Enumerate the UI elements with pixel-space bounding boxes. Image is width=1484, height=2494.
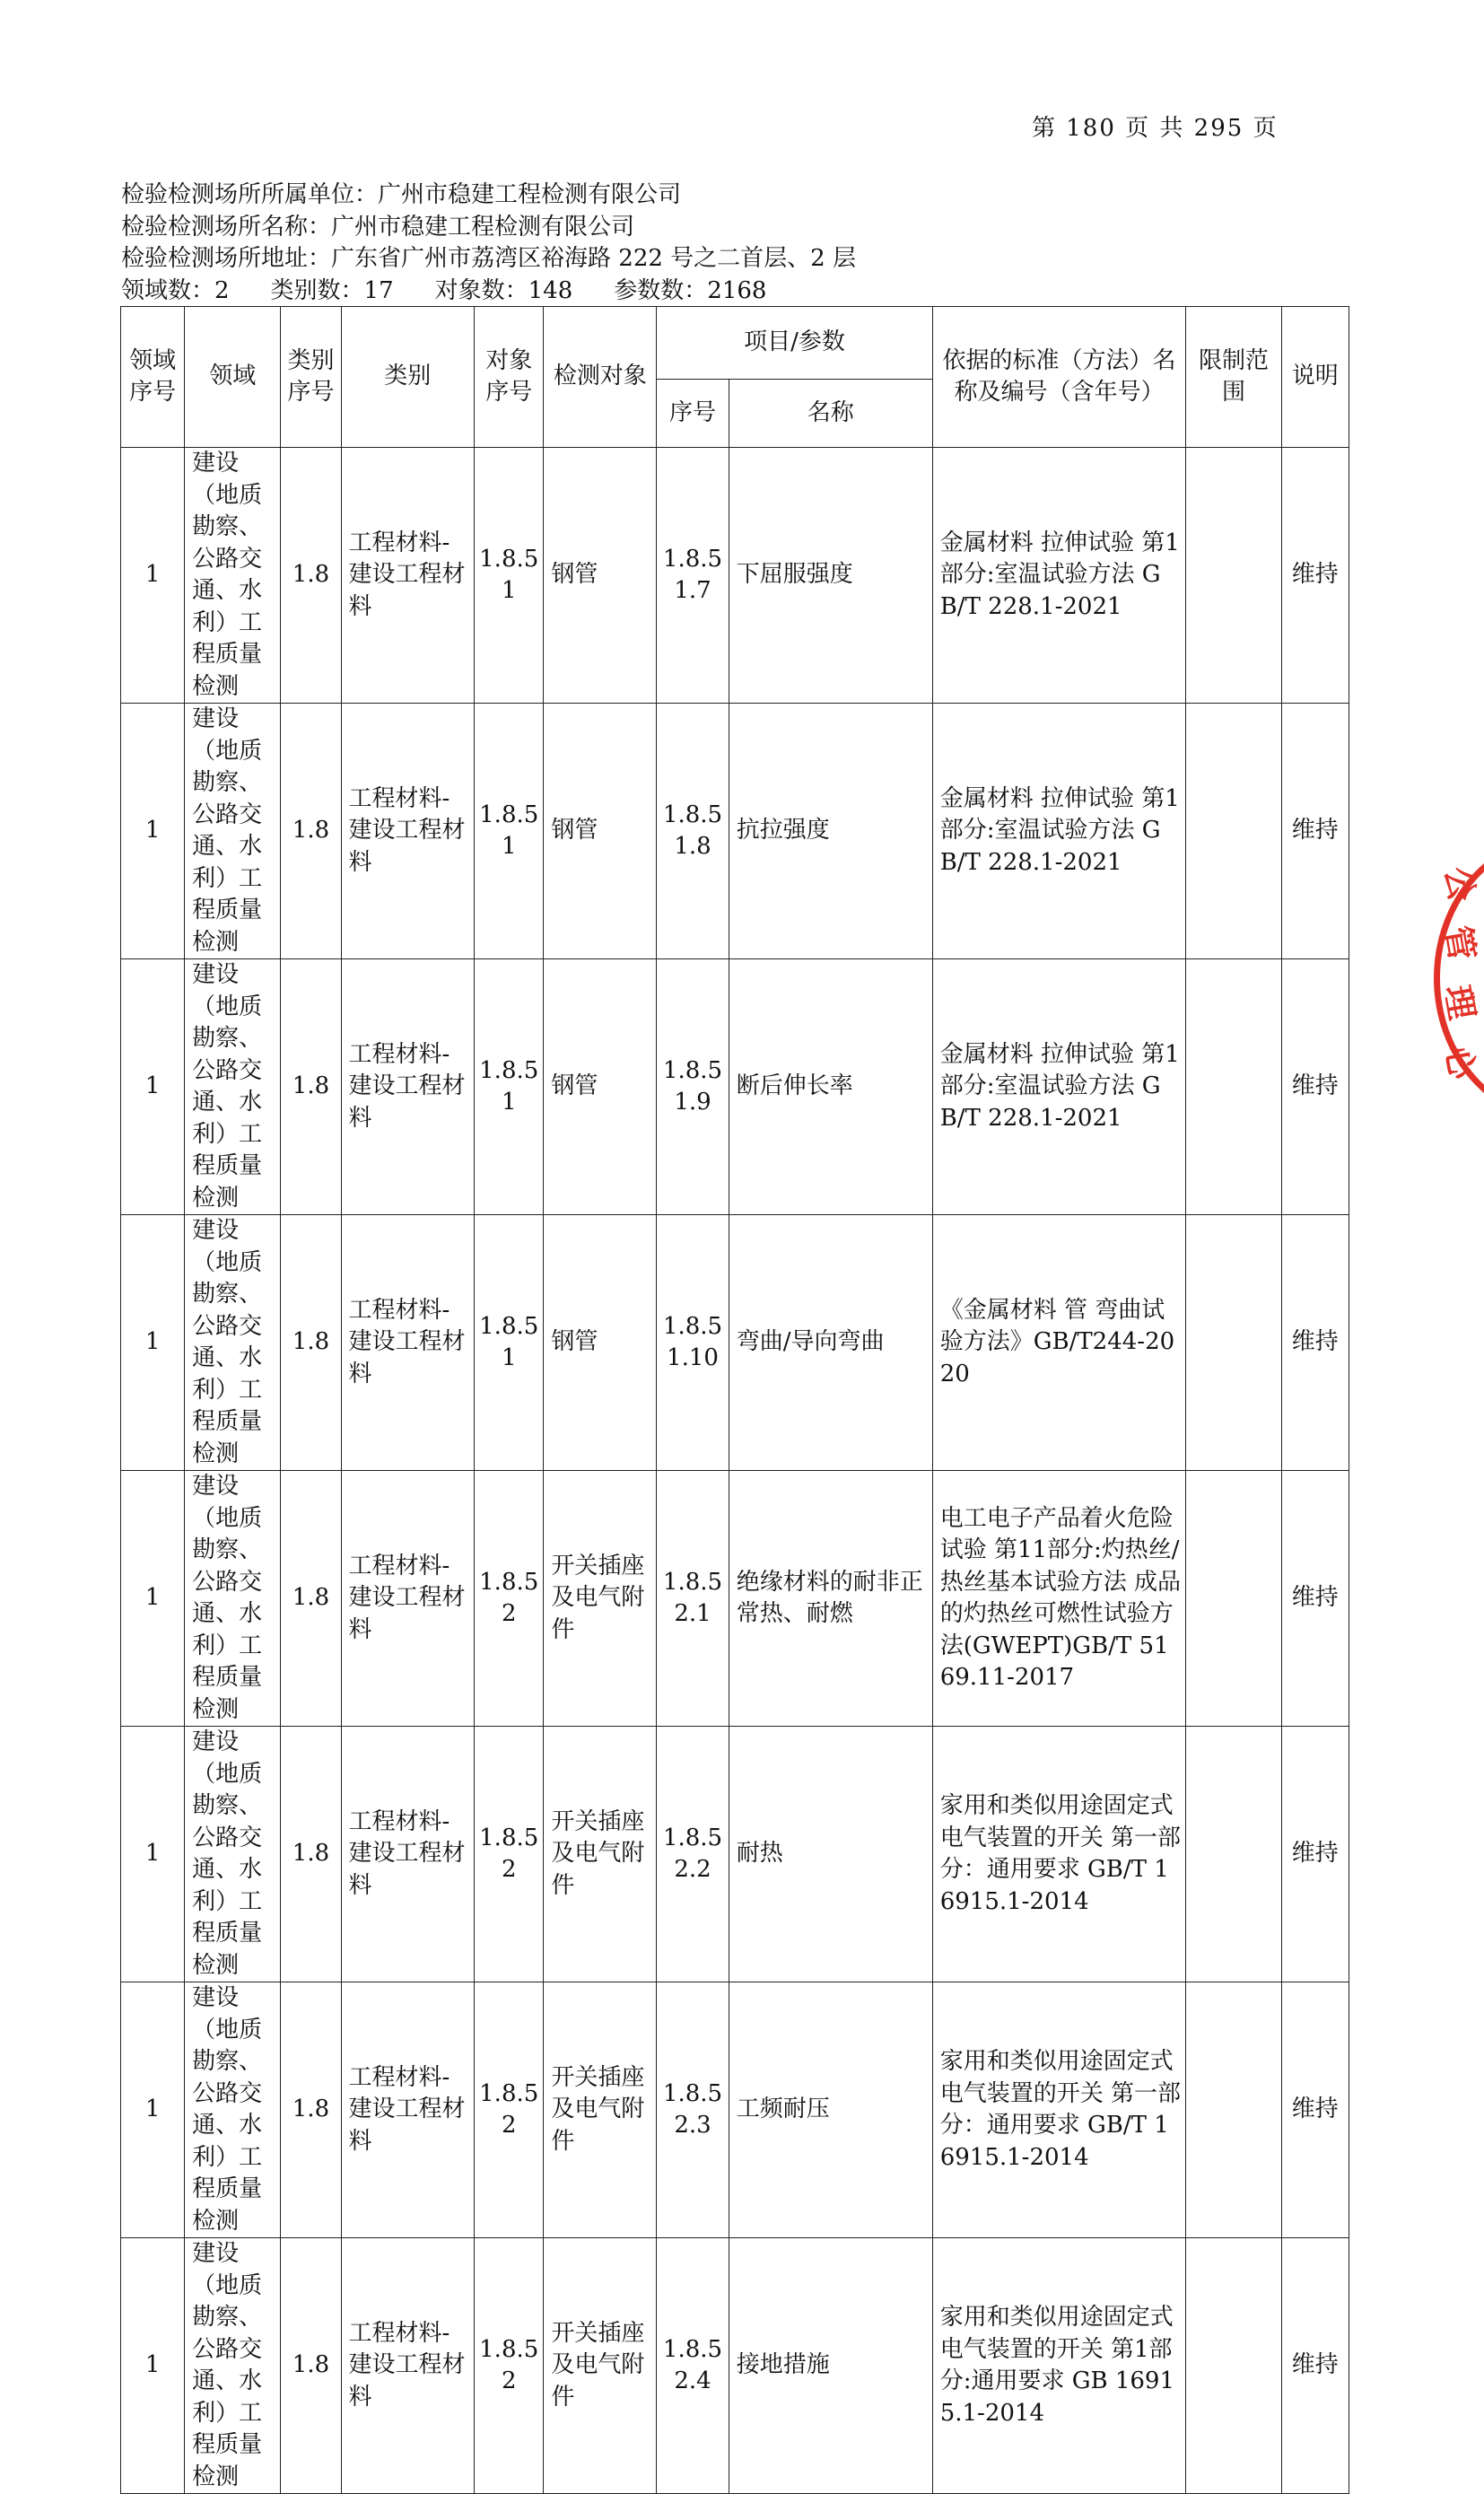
param-count: 参数数：2168 [614, 276, 767, 304]
cell-note: 维持 [1281, 2238, 1349, 2494]
header-note: 说明 [1281, 307, 1349, 448]
cell-domain-no: 1 [121, 1471, 185, 1727]
cell-object: 开关插座及电气附件 [544, 1727, 657, 1982]
category-count: 类别数：17 [270, 276, 394, 304]
cell-standard: 家用和类似用途固定式电气装置的开关 第一部分：通用要求 GB/T 16915.1-2014 [932, 1727, 1186, 1982]
header-info [121, 179, 1377, 307]
cell-item-name: 绝缘材料的耐非正常热、耐燃 [729, 1471, 932, 1727]
cell-category-no: 1.8 [281, 448, 341, 704]
cell-item-no: 1.8.51.9 [657, 959, 729, 1215]
header-object-no: 对象序号 [475, 307, 544, 448]
cell-domain: 建设（地质勘察、公路交通、水利）工程质量检测 [185, 1727, 281, 1982]
cell-object-no: 1.8.51 [475, 704, 544, 959]
cell-category: 工程材料-建设工程材料 [341, 1471, 475, 1727]
cell-limit [1186, 1982, 1281, 2238]
cell-object-no: 1.8.51 [475, 1215, 544, 1471]
header-category-no: 类别序号 [281, 307, 341, 448]
header-item-no: 序号 [657, 380, 729, 448]
name-line [121, 212, 1377, 244]
header-standard: 依据的标准（方法）名称及编号（含年号） [932, 307, 1186, 448]
cell-category-no: 1.8 [281, 1982, 341, 2238]
header-category: 类别 [341, 307, 475, 448]
cell-item-no: 1.8.52.3 [657, 1982, 729, 2238]
cell-category-no: 1.8 [281, 704, 341, 959]
cell-object: 钢管 [544, 704, 657, 959]
header-domain-no: 领域序号 [121, 307, 185, 448]
cell-category: 工程材料-建设工程材料 [341, 959, 475, 1215]
table-row [121, 2238, 1349, 2494]
address-value: 广东省广州市荔湾区裕海路 222 号之二首层、2 层 [331, 245, 856, 272]
cell-category-no: 1.8 [281, 1727, 341, 1982]
header-item-name: 名称 [729, 380, 932, 448]
table-row [121, 1215, 1349, 1471]
cell-item-no: 1.8.52.2 [657, 1727, 729, 1982]
cell-object-no: 1.8.52 [475, 2238, 544, 2494]
cell-domain: 建设（地质勘察、公路交通、水利）工程质量检测 [185, 2238, 281, 2494]
cell-limit [1186, 448, 1281, 704]
stamp-char: 公 [1437, 863, 1482, 905]
cell-domain: 建设（地质勘察、公路交通、水利）工程质量检测 [185, 959, 281, 1215]
cell-standard: 金属材料 拉伸试验 第1部分:室温试验方法 GB/T 228.1-2021 [932, 448, 1186, 704]
cell-domain-no: 1 [121, 448, 185, 704]
cell-item-no: 1.8.51.8 [657, 704, 729, 959]
name-label: 检验检测场所名称： [121, 213, 332, 241]
table-row [121, 448, 1349, 704]
domain-count: 领域数：2 [121, 276, 230, 304]
cell-item-no: 1.8.52.1 [657, 1471, 729, 1727]
cell-standard: 家用和类似用途固定式电气装置的开关 第一部分：通用要求 GB/T 16915.1-2014 [932, 1982, 1186, 2238]
cell-object-no: 1.8.52 [475, 1727, 544, 1982]
cell-limit [1186, 959, 1281, 1215]
cell-domain-no: 1 [121, 2238, 185, 2494]
table-row [121, 1471, 1349, 1727]
cell-object: 钢管 [544, 959, 657, 1215]
cell-domain-no: 1 [121, 959, 185, 1215]
stamp-char: 管 [1437, 923, 1482, 964]
table-row [121, 959, 1349, 1215]
cell-note: 维持 [1281, 704, 1349, 959]
cell-category: 工程材料-建设工程材料 [341, 2238, 475, 2494]
table-row [121, 1982, 1349, 2238]
cell-note: 维持 [1281, 1727, 1349, 1982]
unit-line [121, 179, 1377, 212]
cell-object: 开关插座及电气附件 [544, 1471, 657, 1727]
header-object: 检测对象 [544, 307, 657, 448]
cell-note: 维持 [1281, 1982, 1349, 2238]
cell-domain-no: 1 [121, 1982, 185, 2238]
stamp-text [1436, 854, 1484, 1091]
header-item-param: 项目/参数 [657, 307, 932, 380]
cell-domain-no: 1 [121, 1215, 185, 1471]
cell-note: 维持 [1281, 1471, 1349, 1727]
cell-category-no: 1.8 [281, 1215, 341, 1471]
cell-note: 维持 [1281, 1215, 1349, 1471]
cell-item-name: 接地措施 [729, 2238, 932, 2494]
cell-standard: 《金属材料 管 弯曲试验方法》GB/T244-2020 [932, 1215, 1186, 1471]
cell-item-no: 1.8.52.4 [657, 2238, 729, 2494]
cell-domain: 建设（地质勘察、公路交通、水利）工程质量检测 [185, 704, 281, 959]
cell-object: 开关插座及电气附件 [544, 1982, 657, 2238]
object-count: 对象数：148 [434, 276, 573, 304]
cell-standard: 金属材料 拉伸试验 第1部分:室温试验方法 GB/T 228.1-2021 [932, 704, 1186, 959]
cell-item-name: 下屈服强度 [729, 448, 932, 704]
cell-standard: 家用和类似用途固定式电气装置的开关 第1部分:通用要求 GB 16915.1-2014 [932, 2238, 1186, 2494]
cell-item-name: 耐热 [729, 1727, 932, 1982]
cell-domain: 建设（地质勘察、公路交通、水利）工程质量检测 [185, 1215, 281, 1471]
cell-object: 钢管 [544, 448, 657, 704]
unit-value: 广州市稳建工程检测有限公司 [378, 181, 682, 208]
cell-category: 工程材料-建设工程材料 [341, 1982, 475, 2238]
cell-standard: 电工电子产品着火危险试验 第11部分:灼热丝/热丝基本试验方法 成品的灼热丝可燃性试验方法(GWEPT)GB/T 5169.11-2017 [932, 1471, 1186, 1727]
cell-object: 开关插座及电气附件 [544, 2238, 657, 2494]
table-row [121, 1727, 1349, 1982]
cell-object-no: 1.8.51 [475, 959, 544, 1215]
official-stamp [1434, 835, 1484, 1122]
cell-limit [1186, 704, 1281, 959]
cell-category: 工程材料-建设工程材料 [341, 1727, 475, 1982]
cell-category: 工程材料-建设工程材料 [341, 1215, 475, 1471]
cell-limit [1186, 1727, 1281, 1982]
scope-table [120, 306, 1349, 2494]
cell-domain: 建设（地质勘察、公路交通、水利）工程质量检测 [185, 1982, 281, 2238]
counts-line [121, 276, 1377, 308]
cell-category-no: 1.8 [281, 2238, 341, 2494]
page-number: 第 180 页 共 295 页 [1032, 115, 1279, 142]
cell-category-no: 1.8 [281, 959, 341, 1215]
cell-limit [1186, 2238, 1281, 2494]
cell-domain: 建设（地质勘察、公路交通、水利）工程质量检测 [185, 448, 281, 704]
stamp-char: 理 [1437, 982, 1482, 1023]
cell-standard: 金属材料 拉伸试验 第1部分:室温试验方法 GB/T 228.1-2021 [932, 959, 1186, 1215]
cell-item-name: 工频耐压 [729, 1982, 932, 2238]
cell-object-no: 1.8.51 [475, 448, 544, 704]
table-row [121, 704, 1349, 959]
cell-category: 工程材料-建设工程材料 [341, 704, 475, 959]
cell-category-no: 1.8 [281, 1471, 341, 1727]
cell-domain-no: 1 [121, 704, 185, 959]
cell-item-name: 断后伸长率 [729, 959, 932, 1215]
address-line [121, 243, 1377, 276]
cell-object-no: 1.8.52 [475, 1982, 544, 2238]
cell-note: 维持 [1281, 959, 1349, 1215]
stamp-char: 心 [1437, 1041, 1482, 1082]
cell-domain: 建设（地质勘察、公路交通、水利）工程质量检测 [185, 1471, 281, 1727]
header-limit: 限制范围 [1186, 307, 1281, 448]
cell-item-name: 弯曲/导向弯曲 [729, 1215, 932, 1471]
cell-object: 钢管 [544, 1215, 657, 1471]
cell-item-no: 1.8.51.7 [657, 448, 729, 704]
cell-item-no: 1.8.51.10 [657, 1215, 729, 1471]
cell-object-no: 1.8.52 [475, 1471, 544, 1727]
cell-category: 工程材料-建设工程材料 [341, 448, 475, 704]
header-domain: 领域 [185, 307, 281, 448]
cell-domain-no: 1 [121, 1727, 185, 1982]
name-value: 广州市稳建工程检测有限公司 [331, 213, 635, 241]
address-label: 检验检测场所地址： [121, 245, 332, 272]
cell-item-name: 抗拉强度 [729, 704, 932, 959]
cell-note: 维持 [1281, 448, 1349, 704]
cell-limit [1186, 1471, 1281, 1727]
unit-label: 检验检测场所所属单位： [121, 181, 379, 208]
cell-limit [1186, 1215, 1281, 1471]
